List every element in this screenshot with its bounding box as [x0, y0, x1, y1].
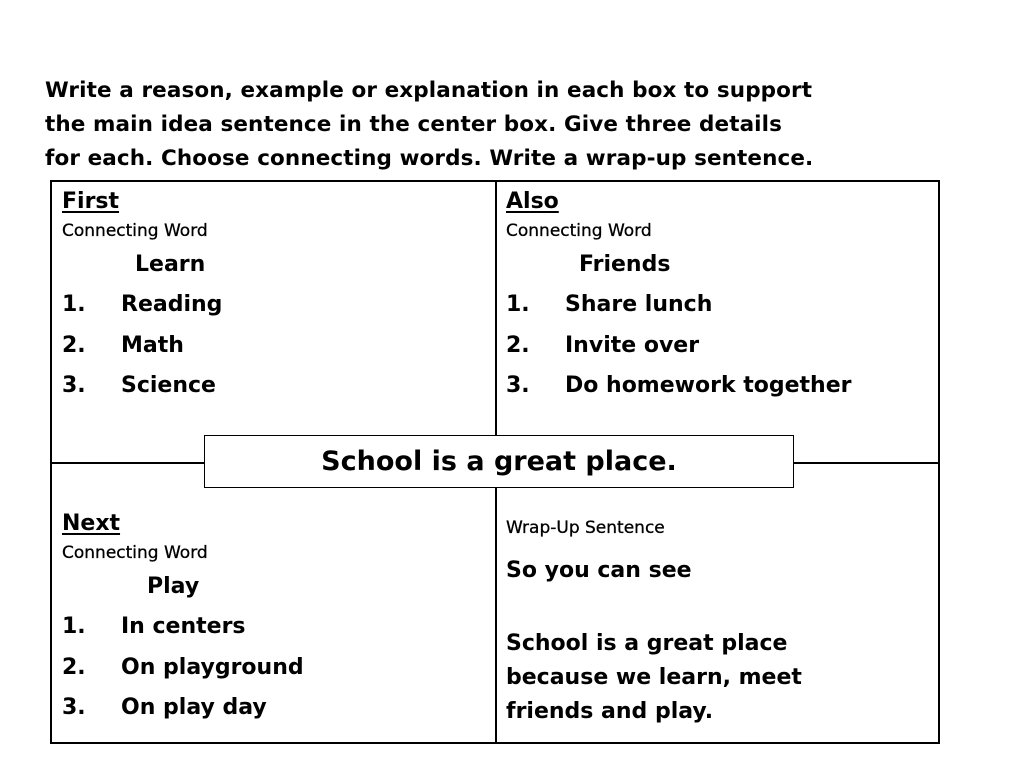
connecting-word: Play [147, 574, 200, 599]
detail-item [506, 366, 851, 407]
wrap-up-sentence: School is a great place because we learn, meet friends and play. [506, 631, 802, 724]
detail-list [62, 607, 304, 729]
detail-text: On playground [121, 654, 304, 680]
quadrant-next [62, 509, 304, 729]
detail-text: Invite over [565, 332, 700, 358]
wrap-up-label: Wrap-Up Sentence [506, 518, 665, 538]
connecting-word: Learn [135, 252, 206, 277]
detail-item [62, 648, 304, 689]
quadrant-heading: Also [506, 189, 559, 214]
instructions-line-3: for each. Choose connecting words. Write a wrap-up sentence. [45, 146, 814, 171]
detail-item [62, 607, 304, 648]
detail-text: Reading [121, 292, 223, 317]
detail-item [506, 326, 851, 367]
detail-item [62, 326, 222, 367]
detail-text: Math [121, 332, 184, 358]
main-idea-sentence: School is a great place. [321, 446, 677, 477]
detail-item [62, 366, 222, 407]
detail-number: 1. [62, 292, 86, 317]
connecting-word-label: Connecting Word [62, 543, 208, 563]
quadrant-also [506, 187, 851, 407]
detail-number: 2. [62, 654, 86, 680]
detail-text: Do homework together [565, 373, 852, 398]
connecting-word: Friends [579, 252, 671, 277]
connecting-word-label: Connecting Word [62, 221, 208, 241]
quadrant-heading: Next [62, 511, 121, 536]
detail-number: 1. [62, 614, 86, 639]
connecting-word-label: Connecting Word [506, 221, 652, 241]
detail-number: 3. [506, 373, 530, 398]
detail-list [506, 285, 851, 407]
instructions-line-1: Write a reason, example or explanation in each box to support [45, 78, 813, 103]
instructions-text [45, 74, 1005, 176]
quadrant-heading: First [62, 189, 120, 214]
quadrant-wrap-up [506, 514, 866, 729]
quadrant-first [62, 187, 222, 407]
detail-text: Science [121, 373, 216, 398]
instructions-line-2: the main idea sentence in the center box. Give three details [45, 112, 783, 137]
detail-text: In centers [121, 614, 246, 639]
detail-item [62, 688, 304, 729]
detail-number: 3. [62, 695, 86, 720]
detail-list [62, 285, 222, 407]
wrap-up-opening: So you can see [506, 558, 692, 583]
detail-text: Share lunch [565, 292, 713, 317]
detail-text: On play day [121, 695, 267, 720]
detail-number: 3. [62, 373, 86, 398]
detail-item [62, 285, 222, 326]
main-idea-box [204, 435, 794, 488]
detail-number: 2. [506, 332, 530, 358]
detail-number: 1. [506, 292, 530, 317]
detail-number: 2. [62, 332, 86, 358]
detail-item [506, 285, 851, 326]
